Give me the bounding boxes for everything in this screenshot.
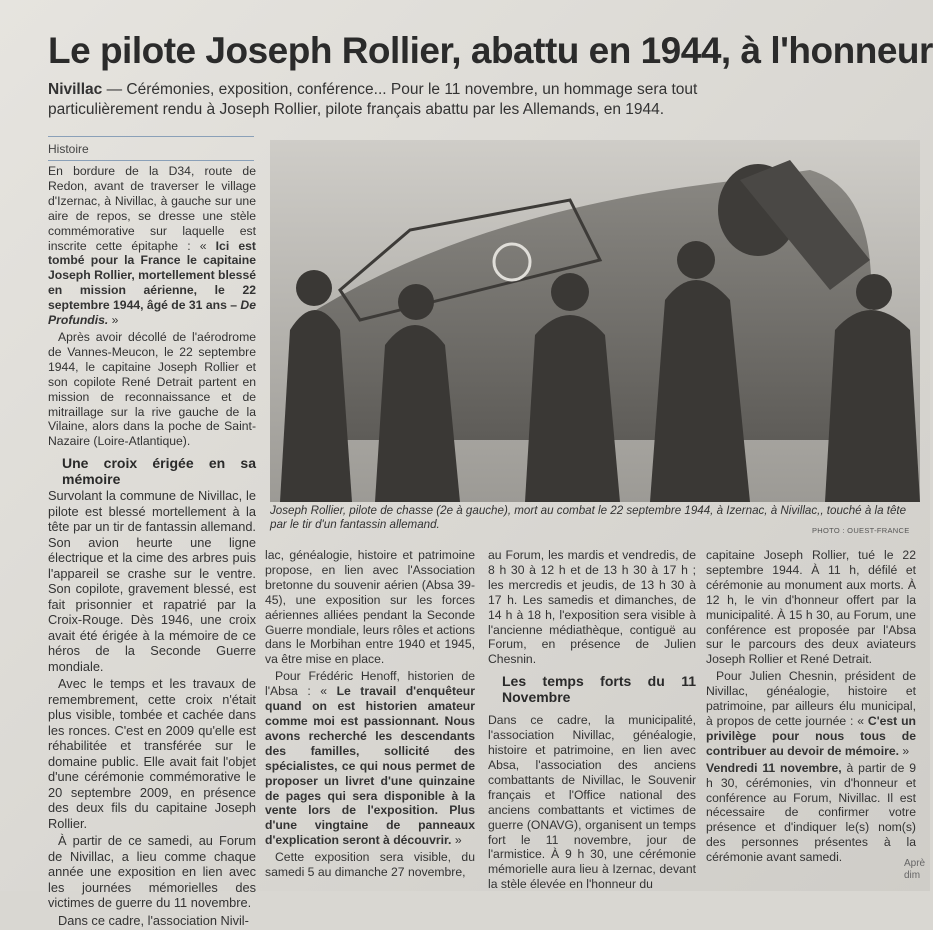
paragraph-horaires: au Forum, les mardis et vendredis, de 8 h 30 à 12 h et de 13 h 30 à 17 h ; les mercredis et jeudis, de 13 h 30 à 17 h. Les samedis et dimanches, de 14 h à 18 h, l'exposition sera visible à l'ancienne médiathèque, contiguë au Forum, en présence de Julien Chesnin. xyxy=(488,548,696,667)
figure-head-shape xyxy=(296,270,332,306)
text-run: » xyxy=(899,743,910,758)
paragraph-visible: Cette exposition sera visible, du samedi 5 au dimanche 27 novembre, xyxy=(265,850,475,880)
figure-head-shape xyxy=(677,241,715,279)
epitaph-italic: De Profundis. xyxy=(48,298,256,328)
figure-head-shape xyxy=(398,284,434,320)
paragraph-practical xyxy=(706,761,916,865)
column-1-bottom xyxy=(48,488,256,930)
photo-credit: PHOTO : OUEST-FRANCE xyxy=(812,526,910,535)
paragraph-exposition: À partir de ce samedi, au Forum de Nivillac, a lieu comme chaque année une exposition en lien avec les journées mémorielles des victimes de guerre du 11 novembre. xyxy=(48,833,256,910)
quote-bold: C'est un privilège pour nous tous de contribuer au devoir de mémoire. xyxy=(706,713,916,758)
quote-bold: Le travail d'enquêteur quand on est historien amateur comme moi est passionnant. Nous avons recherché les descendants des familles, sollicité des spécialistes, ce qui nous permet de proposer un livret d'une quinzaine de pages qui sera disponible à la vente lors de l'exposition. Plus d'une vingtaine de panneaux d'explication seront à découvrir. xyxy=(265,684,475,848)
intro-text: Cérémonies, exposition, conférence... Pour le 11 novembre, un hommage sera tout particulièrement rendu à Joseph Rollier, pilote français abattu par les Allemands, en 1944. xyxy=(48,81,698,118)
epitaph-bold: Ici est tombé pour la France le capitaine Joseph Rollier, mortellement blessé en mission aérienne, le 22 septembre 1944, âgé de 31 ans – xyxy=(48,238,256,313)
intro-dash: — xyxy=(102,81,127,98)
text-run: Pour Frédéric Henoff, historien de l'Absa : « xyxy=(265,669,475,699)
paragraph-henoff xyxy=(265,669,475,848)
paragraph-mission: Après avoir décollé de l'aérodrome de Vannes-Meucon, le 22 septembre 1944, le capitaine Joseph Rollier et son copilote René Detrait partent en mission de reconnaissance et de mitraillage sur la rive gauche de la Vilaine, alors dans la poche de Saint-Nazaire (Loire-Atlantique). xyxy=(48,329,256,449)
paragraph-association: lac, généalogie, histoire et patrimoine propose, en lien avec l'Association bretonne du souvenir aérien (Absa 39-45), une exposition sur les forces aériennes alliées pendant la Seconde Guerre mondiale, leurs rôles et actions dans le Morbihan entre 1940 et 1945, va être mise en place. xyxy=(265,548,475,667)
next-article-fragment: Aprè dim xyxy=(904,858,926,881)
article-photo xyxy=(270,140,920,502)
paragraph-ceremonies: capitaine Joseph Rollier, tué le 22 septembre 1944. À 11 h, défilé et cérémonie au monument aux morts. À 12 h, le vin d'honneur offert par la municipalité. À 15 h 30, au Forum, une conférence est proposée par l'Absa sur le parcours des deux aviateurs Joseph Rollier et René Detrait. xyxy=(706,548,916,667)
paragraph-crash: Survolant la commune de Nivillac, le pilote est blessé mortellement à la tête par un tir de fantassin allemand. Son avion heurte une ligne électrique et la cime des arbres puis l'appareil se crashe sur le ventre. Son copilote, gravement blessé, est fait prisonnier et rapatrié par la Croix-Rouge. Dès 1946, une croix avait été érigée à la mémoire de ce héros de la Seconde Guerre mondiale. xyxy=(48,488,256,674)
photo-caption: Joseph Rollier, pilote de chasse (2e à gauche), mort au combat le 22 septembre 1944, à Izernac, à Nivillac,, touché à la tête par le tir d'un fantassin allemand. xyxy=(270,504,907,531)
text-run: à partir de 9 h 30, cérémonies, vin d'honneur et conférence au Forum, Nivillac. Il est nécessaire de confirmer votre présence et d'indiquer le(s) nom(s) des personnes présentes à la cérémonie avant samedi. xyxy=(706,760,916,865)
column-1-top xyxy=(48,164,256,495)
paragraph-programme: Dans ce cadre, la municipalité, l'association Nivillac, généalogie, histoire et patrimoine, en lien avec Absa, l'association des anciens combattants de Nivillac, le Souvenir français et l'Office national des anciens combattants et victimes de guerre (ONAVG), organisent un temps fort le 11 novembre, jour de l'armistice. À 9 h 30, une cérémonie mémorielle aura lieu à Izernac, devant la stèle élevée en l'honneur du xyxy=(488,713,696,892)
figure-shape xyxy=(825,310,920,502)
paragraph-cadre: Dans ce cadre, l'association Nivil- xyxy=(58,912,249,928)
text-run: » xyxy=(108,313,119,328)
paragraph-stele xyxy=(48,164,256,328)
date-bold: Vendredi 11 novembre, xyxy=(706,760,842,775)
column-4 xyxy=(706,548,916,867)
rubric-label: Histoire xyxy=(48,142,89,156)
rubric-rule-bottom xyxy=(48,160,254,161)
text-run: Pour Julien Chesnin, président de Nivillac, généalogie, histoire et patrimoine, par ailleurs élu municipal, à propos de cette journée : « xyxy=(706,669,916,728)
paragraph-remembrement: Avec le temps et les travaux de remembrement, cette croix n'était plus visible, tombée et cachée dans les ronces. C'est en 2009 qu'elle est réhabilitée et transférée sur le domaine public. Elle avait fait l'objet d'une cérémonie commémorative le 20 septembre 2009, en présence des deux fils du capitaine Joseph Rollier. xyxy=(48,676,256,831)
article-intro xyxy=(48,80,788,120)
subhead-temps-forts: Les temps forts du 11 Novembre xyxy=(502,673,696,706)
column-2 xyxy=(265,548,475,882)
photo-illustration xyxy=(270,140,920,502)
intro-place: Nivillac xyxy=(48,81,103,98)
figure-head-shape xyxy=(551,273,589,311)
rubric-rule-top xyxy=(48,136,254,137)
figure-head-shape xyxy=(856,274,892,310)
column-3 xyxy=(488,548,696,894)
subhead-croix: Une croix érigée en sa mémoire xyxy=(62,455,256,488)
paragraph-chesnin xyxy=(706,669,916,758)
article-headline: Le pilote Joseph Rollier, abattu en 1944, à l'honneur xyxy=(48,30,933,71)
text-run: » xyxy=(451,833,462,848)
text-run: En bordure de la D34, route de Redon, avant de traverser le village d'Izernac, à Nivillac, à gauche sur une aire de repos, se dresse une stèle commémorative sur laquelle est inscrite cette épitaphe : « xyxy=(48,164,256,253)
